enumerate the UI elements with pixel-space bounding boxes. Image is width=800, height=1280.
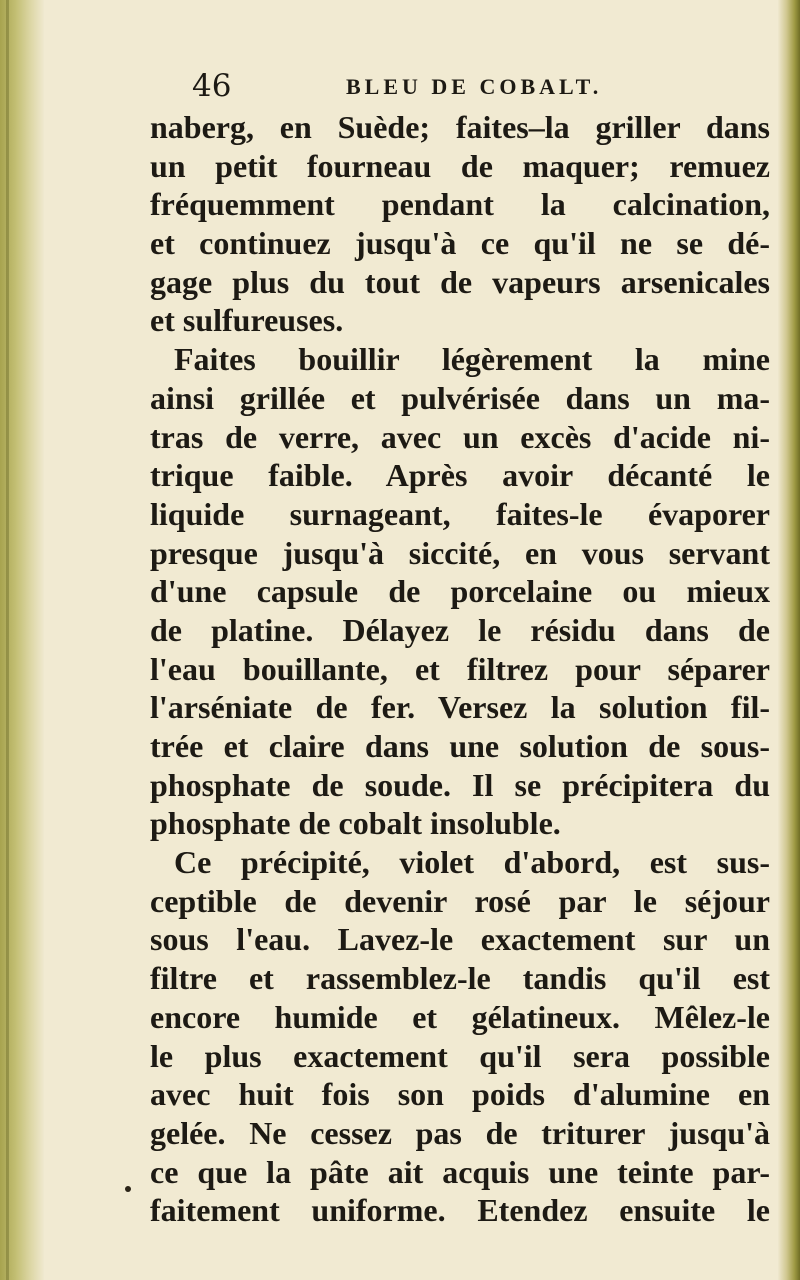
text-line: phosphate de soude. Il se précipitera du — [150, 766, 770, 803]
text-line: de platine. Délayez le résidu dans de — [150, 611, 770, 648]
text-line: Ce précipité, violet d'abord, est sus- — [174, 844, 770, 881]
text-line: Faites bouillir légèrement la mine — [174, 341, 770, 378]
text-line: liquide surnageant, faites-le évaporer — [150, 495, 770, 532]
book-page — [150, 60, 770, 1230]
text-line: filtre et rassemblez-le tandis qu'il est — [150, 960, 770, 997]
text-line: faitement uniforme. Etendez ensuite le — [150, 1192, 770, 1229]
text-line: avec huit fois son poids d'alumine en — [150, 1076, 770, 1113]
body-text — [150, 108, 770, 1230]
text-line: ainsi grillée et pulvérisée dans un ma- — [150, 379, 770, 416]
text-line: tras de verre, avec un excès d'acide ni- — [150, 418, 770, 455]
text-line: presque jusqu'à siccité, en vous servant — [150, 534, 770, 571]
text-line: gage plus du tout de vapeurs arsenicales — [150, 263, 770, 300]
page-header — [150, 60, 770, 108]
text-line: encore humide et gélatineux. Mêlez-le — [150, 998, 770, 1035]
binding-edge-left — [0, 0, 44, 1280]
text-line: l'eau bouillante, et filtrez pour séparer — [150, 650, 770, 687]
text-line: et continuez jusqu'à ce qu'il ne se dé- — [150, 225, 770, 262]
text-line: fréquemment pendant la calcination, — [150, 186, 770, 223]
text-line: naberg, en Suède; faites–la griller dans — [150, 109, 770, 145]
text-line: phosphate de cobalt insoluble. — [150, 805, 561, 842]
running-head: BLEU DE COBALT. — [346, 74, 603, 99]
text-line: sous l'eau. Lavez-le exactement sur un — [150, 921, 770, 958]
text-line: l'arséniate de fer. Versez la solution fil- — [150, 689, 770, 726]
text-line: gelée. Ne cessez pas de triturer jusqu'à — [150, 1114, 770, 1151]
ink-speck — [125, 1186, 131, 1192]
page-number: 46 — [192, 68, 232, 104]
text-line: ceptible de devenir rosé par le séjour — [150, 882, 770, 919]
text-line: un petit fourneau de maquer; remuez — [150, 147, 770, 184]
text-line: ce que la pâte ait acquis une teinte par- — [150, 1153, 770, 1190]
text-line: trée et claire dans une solution de sous- — [150, 728, 770, 764]
text-line: d'une capsule de porcelaine ou mieux — [150, 573, 770, 610]
text-line: et sulfureuses. — [150, 302, 344, 339]
text-line: trique faible. Après avoir décanté le — [150, 457, 770, 494]
text-line: le plus exactement qu'il sera possible — [150, 1037, 770, 1074]
page-edge-right — [778, 0, 800, 1280]
